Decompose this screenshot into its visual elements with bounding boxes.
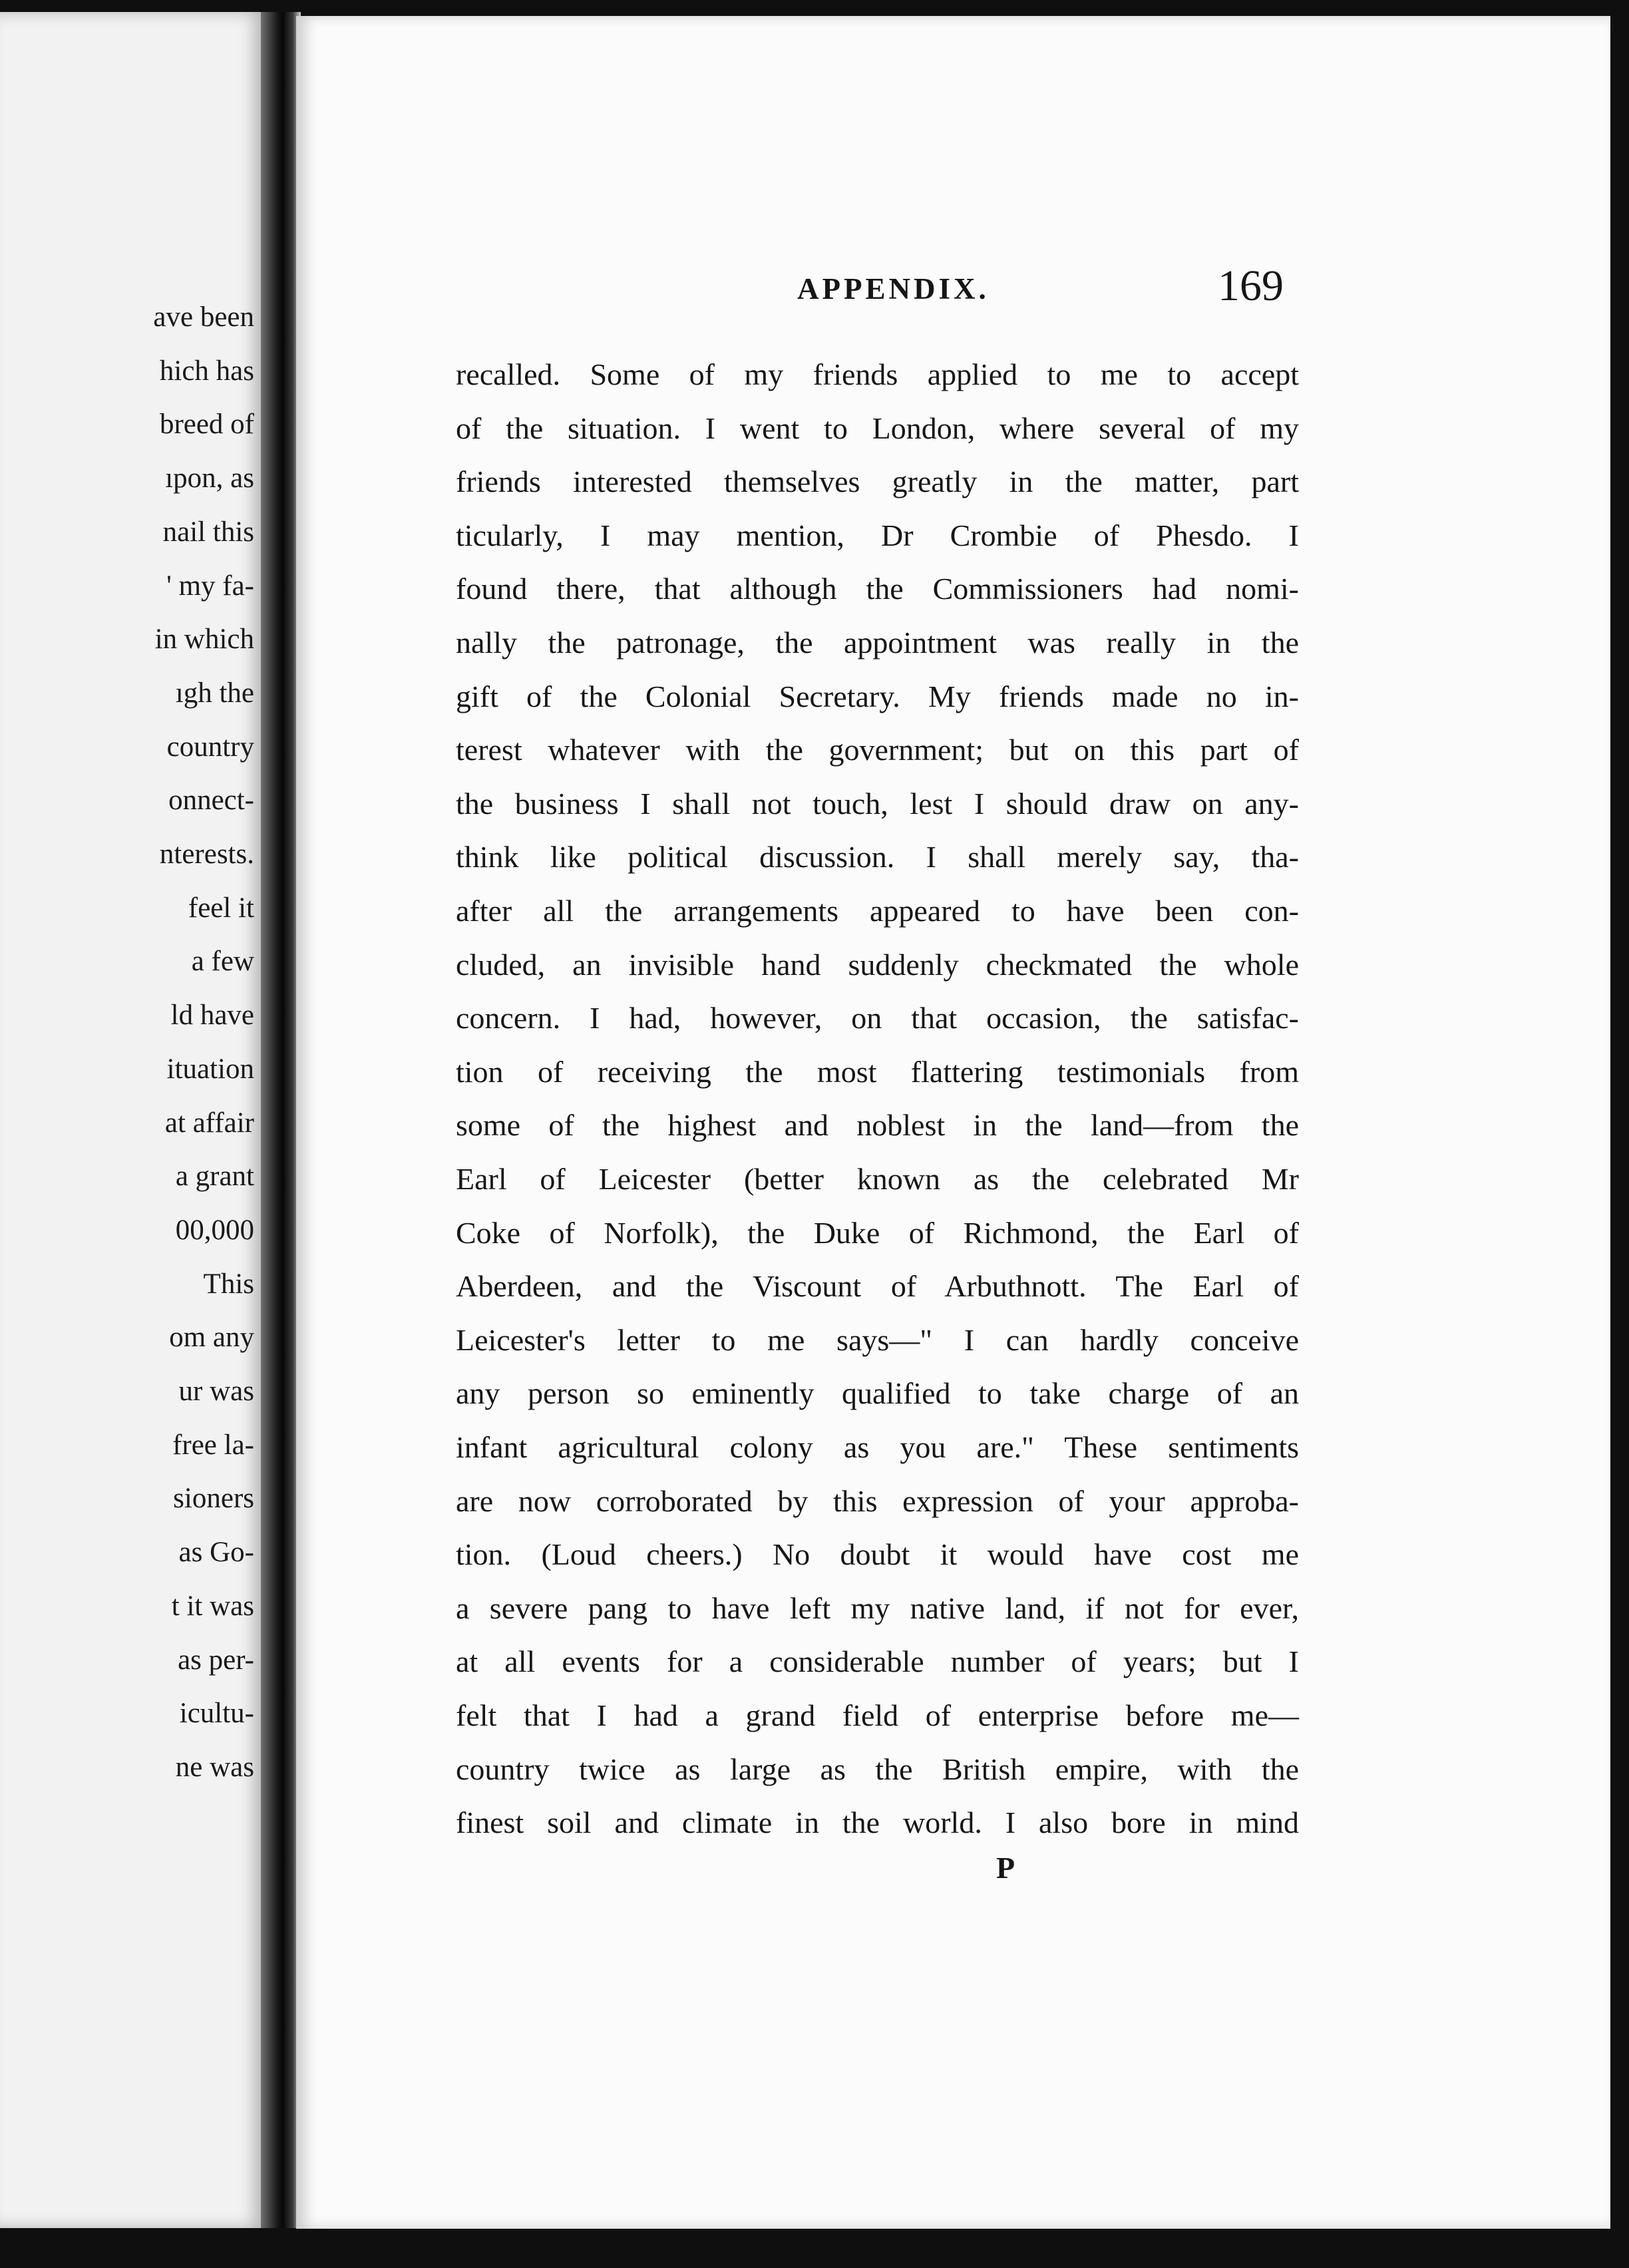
- left-page-line: country: [166, 731, 254, 763]
- body-line: infant agricultural colony as you are." These sentiments: [456, 1430, 1299, 1464]
- body-line: terest whatever with the government; but on this part of: [456, 733, 1299, 767]
- running-head: APPENDIX.: [797, 272, 990, 305]
- left-page-line: t it was: [171, 1590, 254, 1622]
- body-line: cluded, an invisible hand suddenly checkmated the whole: [456, 947, 1299, 982]
- left-page-line: nterests.: [159, 839, 254, 870]
- left-page-line: 00,000: [175, 1214, 254, 1246]
- body-line: Leicester's letter to me says—" I can hardly conceive: [456, 1322, 1299, 1357]
- body-line: gift of the Colonial Secretary. My friends made no in-: [456, 679, 1299, 713]
- body-line: Coke of Norfolk), the Duke of Richmond, the Earl of: [456, 1215, 1299, 1250]
- body-line: nally the patronage, the appointment was really in the: [456, 626, 1299, 660]
- body-line: some of the highest and noblest in the land—from the: [456, 1108, 1299, 1143]
- left-page-line: as per-: [178, 1644, 254, 1676]
- left-page-line: ld have: [170, 1000, 254, 1032]
- left-page-line: om any: [169, 1322, 254, 1354]
- left-page-line: nail this: [162, 516, 254, 548]
- left-page-line: as Go-: [178, 1537, 254, 1569]
- left-page-line: hich has: [159, 355, 254, 387]
- book-gutter: [261, 12, 301, 2228]
- left-page-line: ne was: [175, 1751, 254, 1783]
- left-page: [0, 12, 266, 2228]
- left-page-line: free la-: [172, 1429, 254, 1461]
- left-page-line: a grant: [175, 1161, 254, 1193]
- left-page-line: ıpon, as: [165, 463, 254, 494]
- body-line: felt that I had a grand field of enterprise before me—: [456, 1698, 1299, 1732]
- left-page-line: breed of: [159, 409, 254, 441]
- body-line: Aberdeen, and the Viscount of Arbuthnott. The Earl of: [456, 1269, 1299, 1304]
- left-page-line: ave been: [153, 301, 254, 333]
- signature-mark: P: [996, 1851, 1015, 1885]
- body-line: country twice as large as the British empire, with the: [456, 1752, 1299, 1786]
- body-line: ticularly, I may mention, Dr Crombie of Phesdo. I: [456, 518, 1299, 552]
- body-line: are now corroborated by this expression of your approba-: [456, 1483, 1299, 1518]
- body-line: think like political discussion. I shall merely say, tha-: [456, 840, 1299, 874]
- left-page-line: icultu-: [179, 1698, 254, 1730]
- left-page-line: at affair: [164, 1107, 254, 1139]
- left-page-line: ' my fa-: [166, 570, 254, 602]
- body-line: tion of receiving the most flattering testimonials from: [456, 1054, 1299, 1089]
- body-line: any person so eminently qualified to take charge of an: [456, 1376, 1299, 1411]
- body-line: finest soil and climate in the world. I also bore in mind: [456, 1805, 1299, 1840]
- left-page-line: ituation: [166, 1053, 254, 1085]
- left-page-line: This: [203, 1268, 254, 1300]
- left-page-line: in which: [154, 624, 254, 656]
- body-line: a severe pang to have left my native land, if not for ever,: [456, 1591, 1299, 1625]
- body-line: concern. I had, however, on that occasion, the satisfac-: [456, 1001, 1299, 1036]
- body-line: the business I shall not touch, lest I should draw on any-: [456, 786, 1299, 821]
- body-line: found there, that although the Commissioners had nomi-: [456, 572, 1299, 606]
- left-page-line: a few: [191, 946, 254, 978]
- left-page-line: sioners: [173, 1483, 254, 1515]
- left-page-line: ıgh the: [175, 677, 254, 709]
- page-number: 169: [1218, 262, 1284, 310]
- left-page-line: onnect-: [168, 785, 254, 817]
- body-line: at all events for a considerable number of years; but I: [456, 1644, 1299, 1679]
- left-page-line: feel it: [188, 892, 254, 924]
- body-line: tion. (Loud cheers.) No doubt it would have cost me: [456, 1537, 1299, 1572]
- body-line: of the situation. I went to London, where several of my: [456, 411, 1299, 445]
- body-line: after all the arrangements appeared to have been con-: [456, 894, 1299, 928]
- left-page-line: ur was: [178, 1376, 254, 1407]
- body-line: Earl of Leicester (better known as the celebrated Mr: [456, 1162, 1299, 1196]
- body-line: friends interested themselves greatly in the matter, part: [456, 465, 1299, 499]
- body-line: recalled. Some of my friends applied to me to accept: [456, 357, 1299, 391]
